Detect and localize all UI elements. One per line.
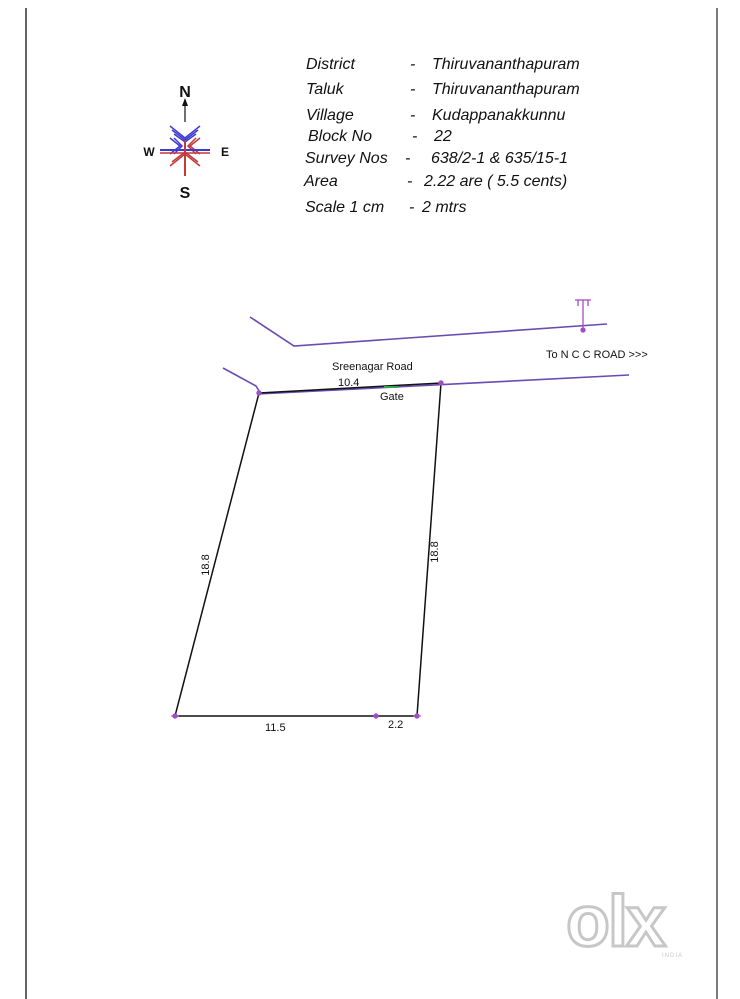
compass-east-label: E	[220, 145, 230, 159]
vertex-marker	[439, 381, 443, 385]
electric-post-icon	[575, 300, 591, 332]
info-dash: -	[410, 56, 416, 73]
info-dash: -	[410, 81, 416, 98]
info-dash: -	[405, 150, 411, 167]
info-dash: -	[412, 128, 418, 145]
vertex-marker	[374, 714, 378, 718]
compass-rose-icon	[143, 84, 229, 202]
info-key: Taluk	[306, 81, 344, 98]
gate-label: Gate	[380, 391, 404, 403]
dim-right-label: 18.8	[429, 541, 441, 563]
info-value: 638/2-1 & 635/15-1	[431, 150, 568, 167]
road-direction-label: To N C C ROAD >>>	[546, 349, 648, 361]
info-key: Area	[304, 173, 338, 190]
info-key: Survey Nos	[305, 150, 388, 167]
info-dash: -	[407, 173, 413, 190]
compass-north-label: N	[179, 84, 191, 101]
info-value: Kudappanakkunnu	[432, 107, 566, 124]
info-key: Scale 1 cm	[305, 199, 385, 216]
info-value: Thiruvananthapuram	[432, 81, 580, 98]
dim-bottom-main-label: 11.5	[265, 722, 286, 734]
road-north-edge	[250, 317, 607, 346]
olx-watermark	[566, 882, 683, 962]
info-dash: -	[410, 107, 416, 124]
info-value: 2.22 are ( 5.5 cents)	[424, 173, 568, 190]
compass-west-label: W	[143, 145, 155, 159]
olx-logo-sub: INDIA	[662, 953, 684, 959]
side-lane-edge	[223, 368, 261, 394]
boundary-points	[171, 381, 443, 718]
plot-boundary	[175, 383, 441, 716]
info-key: District	[306, 56, 355, 73]
info-value: 22	[434, 128, 452, 145]
road-name-label: Sreenagar Road	[332, 361, 413, 373]
olx-logo-mark: olx	[566, 882, 665, 962]
compass-south-label: S	[179, 185, 191, 202]
info-key: Block No	[308, 128, 373, 145]
vertex-marker	[257, 391, 261, 395]
road-south-edge	[258, 375, 629, 394]
dim-top-label: 10.4	[338, 377, 360, 389]
info-dash: -	[409, 199, 415, 216]
info-value: Thiruvananthapuram	[432, 56, 580, 73]
info-value: 2 mtrs	[422, 199, 467, 216]
dim-left-label: 18.8	[200, 554, 212, 576]
info-key: Village	[306, 107, 354, 124]
dim-bottom-short-label: 2.2	[388, 719, 404, 731]
